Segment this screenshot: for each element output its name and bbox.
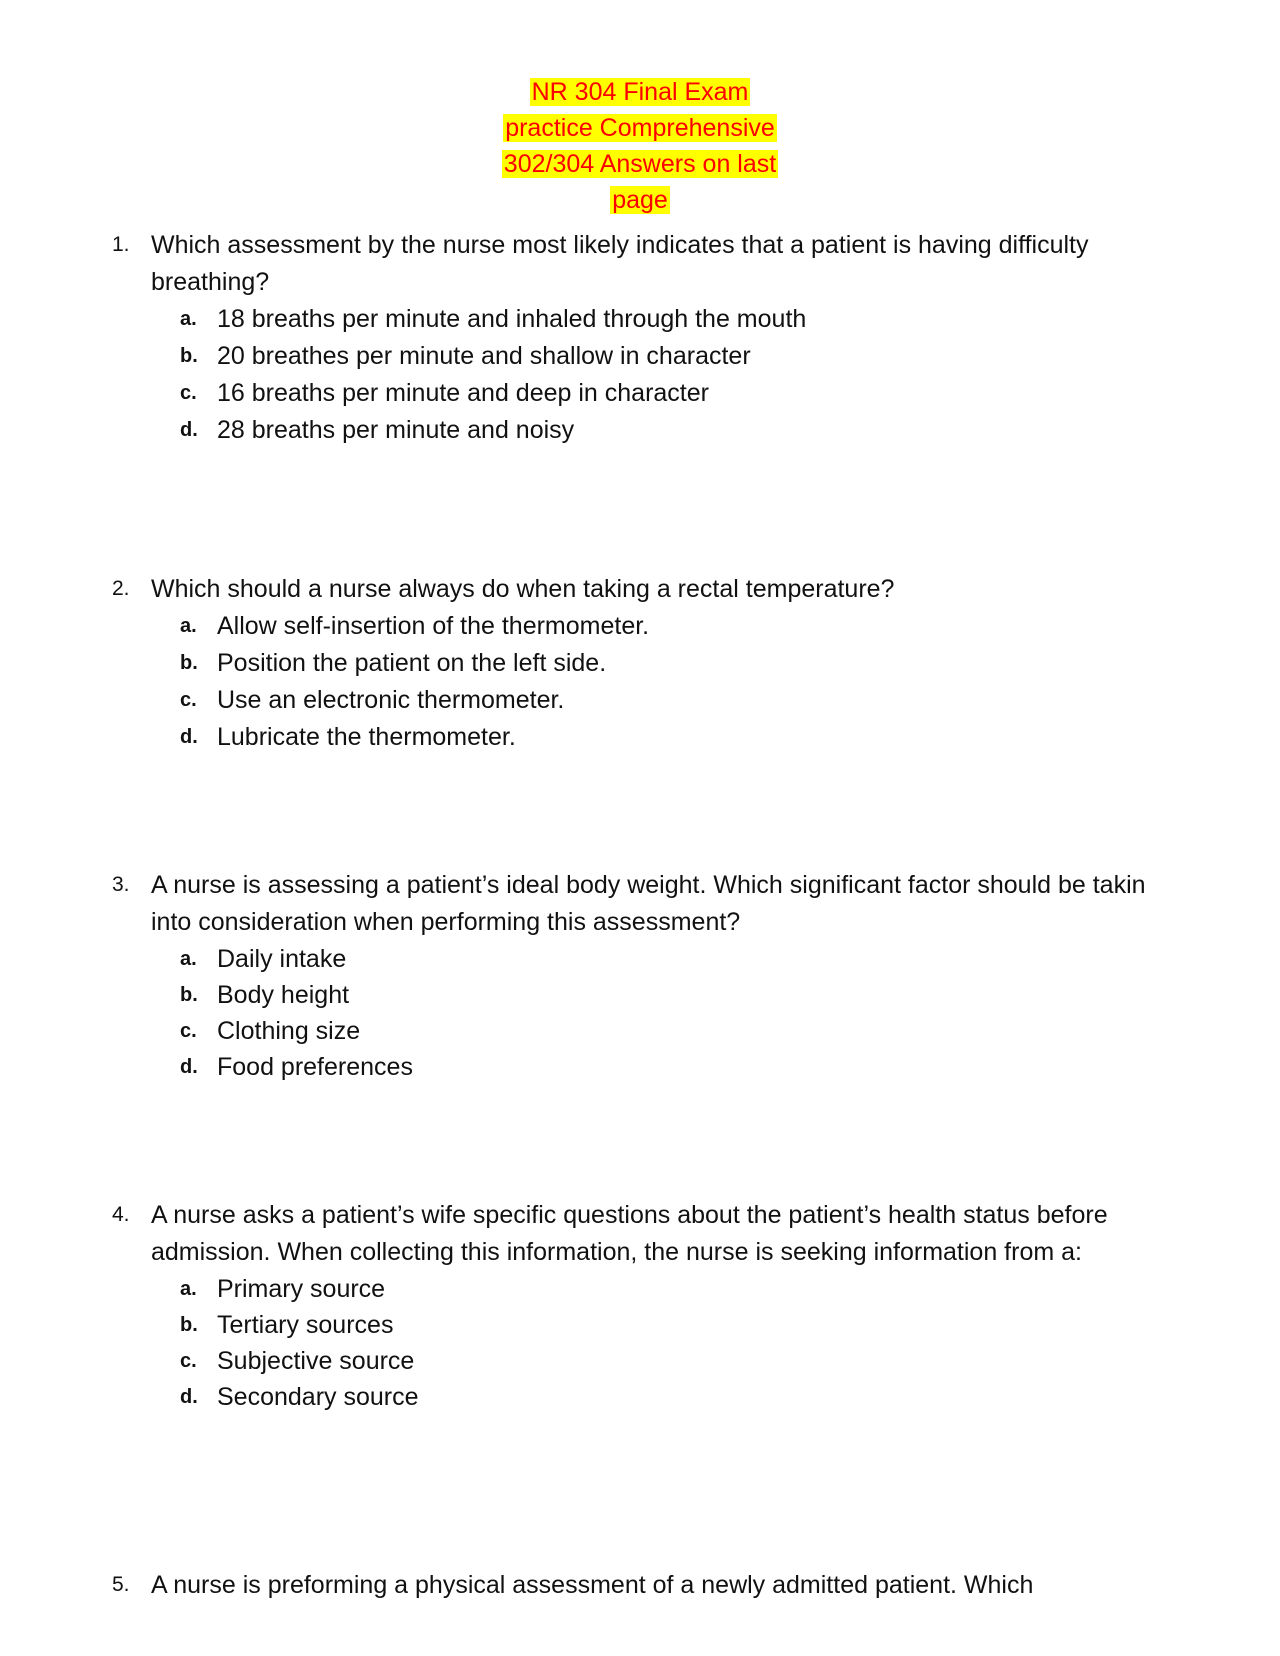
answer-option-b: [112, 1307, 1212, 1343]
question-text: Which should a nurse always do when taking a rectal temperature?: [151, 575, 895, 603]
option-letter: c.: [180, 382, 197, 404]
option-letter: b.: [180, 1314, 198, 1336]
answer-option-a: [112, 608, 1212, 645]
question-number: 1.: [112, 233, 130, 256]
option-text: Daily intake: [217, 945, 347, 973]
answer-options: [112, 608, 1212, 756]
option-text: Primary source: [217, 1275, 386, 1303]
question-number: 5.: [112, 1573, 130, 1596]
option-letter: d.: [180, 726, 198, 748]
option-text: Body height: [217, 981, 350, 1009]
answer-options: [112, 941, 1212, 1085]
option-letter: a.: [180, 308, 197, 330]
answer-option-d: [112, 719, 1212, 756]
option-text: Secondary source: [217, 1383, 419, 1411]
answer-option-b: [112, 977, 1212, 1013]
answer-option-c: [112, 682, 1212, 719]
question-1: [112, 227, 1212, 449]
option-letter: b.: [180, 984, 198, 1006]
question-number: 3.: [112, 873, 130, 896]
option-text: 16 breaths per minute and deep in character: [217, 379, 709, 407]
option-letter: c.: [180, 689, 197, 711]
option-text: 18 breaths per minute and inhaled through the mouth: [217, 305, 807, 333]
option-letter: a.: [180, 948, 197, 970]
answer-option-d: [112, 1049, 1212, 1085]
question-number: 2.: [112, 577, 130, 600]
option-letter: a.: [180, 615, 197, 637]
question-5: [112, 1567, 1212, 1604]
option-letter: b.: [180, 345, 198, 367]
option-letter: d.: [180, 1386, 198, 1408]
question-number: 4.: [112, 1203, 130, 1226]
option-text: Position the patient on the left side.: [217, 649, 607, 677]
option-letter: c.: [180, 1350, 197, 1372]
option-text: Allow self-insertion of the thermometer.: [217, 612, 650, 640]
option-text: Lubricate the thermometer.: [217, 723, 516, 751]
option-text: Clothing size: [217, 1017, 361, 1045]
question-text: Which assessment by the nurse most likely indicates that a patient is having difficulty breathing?: [151, 231, 1089, 296]
option-text: 28 breaths per minute and noisy: [217, 416, 575, 444]
question-2: [112, 571, 1212, 756]
answer-option-a: [112, 1271, 1212, 1307]
document-title: [0, 74, 1280, 218]
title-line: 302/304 Answers on last: [503, 150, 777, 178]
question-3: [112, 867, 1212, 1085]
answer-option-a: [112, 941, 1212, 977]
answer-option-d: [112, 1379, 1212, 1415]
answer-option-a: [112, 301, 1212, 338]
option-text: 20 breathes per minute and shallow in character: [217, 342, 751, 370]
question-text: A nurse is assessing a patient’s ideal body weight. Which significant factor should be takin into consideration when performing this assessment?: [151, 871, 1146, 936]
answer-option-c: [112, 1013, 1212, 1049]
answer-option-c: [112, 1343, 1212, 1379]
option-text: Food preferences: [217, 1053, 413, 1081]
question-4: [112, 1197, 1212, 1415]
answer-option-c: [112, 375, 1212, 412]
option-text: Use an electronic thermometer.: [217, 686, 565, 714]
answer-option-d: [112, 412, 1212, 449]
answer-option-b: [112, 645, 1212, 682]
option-letter: b.: [180, 652, 198, 674]
answer-options: [112, 301, 1212, 449]
title-line: practice Comprehensive: [505, 114, 775, 142]
option-letter: d.: [180, 419, 198, 441]
option-text: Tertiary sources: [217, 1311, 394, 1339]
option-text: Subjective source: [217, 1347, 415, 1375]
answer-options: [112, 1271, 1212, 1415]
question-text: A nurse is preforming a physical assessment of a newly admitted patient. Which: [151, 1571, 1034, 1599]
option-letter: d.: [180, 1056, 198, 1078]
question-text: A nurse asks a patient’s wife specific questions about the patient’s health status before admission. When collecting this information, the nurse is seeking information from a:: [151, 1201, 1108, 1266]
title-line: NR 304 Final Exam: [531, 78, 749, 106]
title-line: page: [612, 186, 668, 214]
option-letter: a.: [180, 1278, 197, 1300]
answer-option-b: [112, 338, 1212, 375]
option-letter: c.: [180, 1020, 197, 1042]
